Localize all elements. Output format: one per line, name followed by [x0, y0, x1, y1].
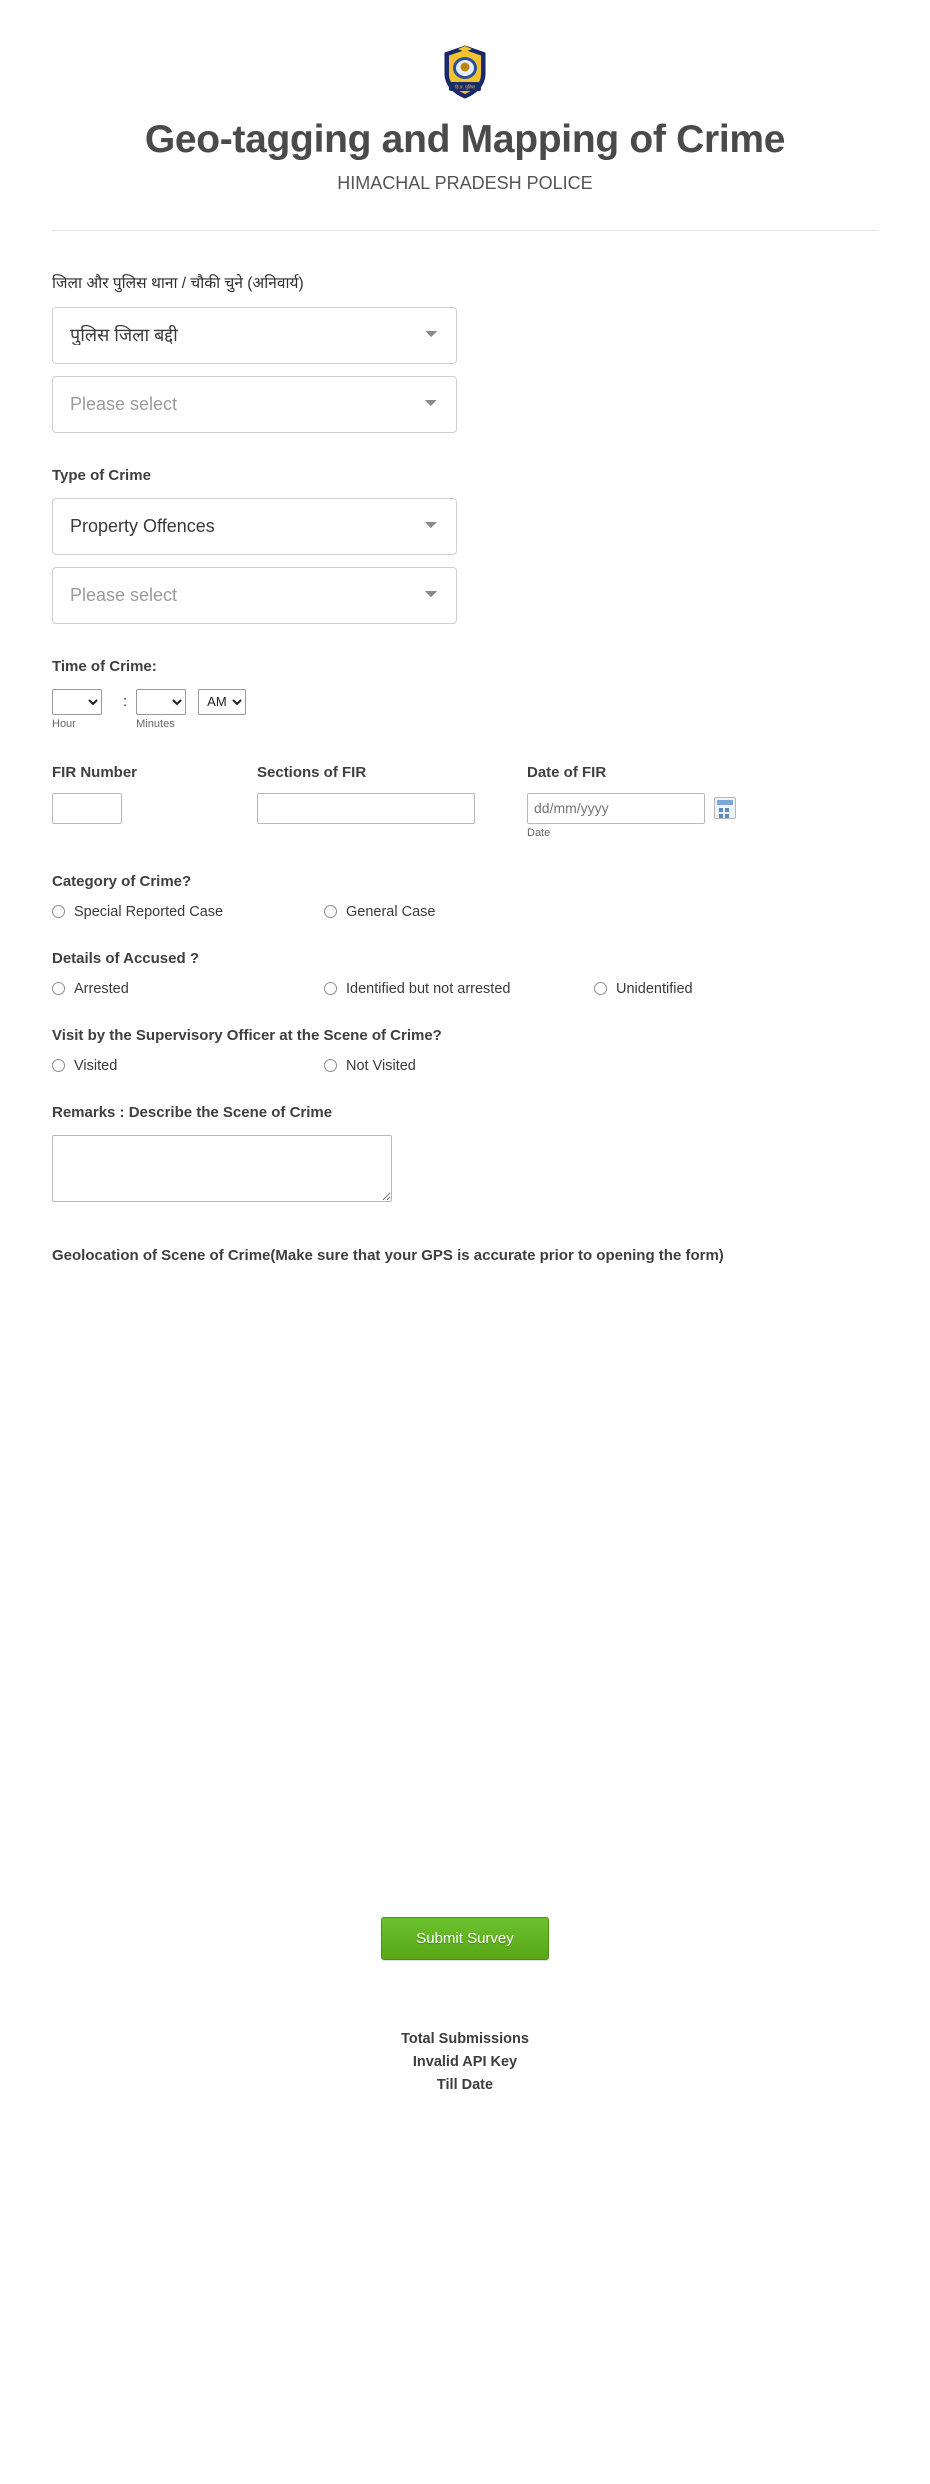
footer-line-till-date: Till Date — [436, 2077, 494, 2094]
radio-label: Identified but not arrested — [346, 980, 511, 997]
page-header — [0, 0, 930, 194]
supervisory-visit-label: Visit by the Supervisory Officer at the Scene of Crime? — [52, 1026, 442, 1044]
radio-general-case[interactable] — [324, 904, 435, 920]
fir-date-wrap — [527, 793, 787, 824]
fir-number-label: FIR Number — [52, 763, 138, 781]
fir-date-field — [527, 764, 787, 839]
supervisory-visit-field — [52, 1027, 878, 1074]
submit-survey-button[interactable]: Submit Survey — [381, 1917, 549, 1960]
fir-number-field — [52, 764, 257, 824]
crime-subtype-select[interactable] — [52, 567, 457, 624]
radio-special-reported-case[interactable] — [52, 904, 324, 920]
radio-label: Visited — [74, 1057, 118, 1074]
time-of-crime-row — [52, 689, 878, 730]
minutes-group — [136, 689, 186, 730]
district-station-label: जिला और पुलिस थाना / चौकी चुने (अनिवार्य) — [52, 274, 304, 292]
hour-group — [52, 689, 102, 730]
radio-visited[interactable] — [52, 1058, 324, 1074]
fir-date-input[interactable] — [527, 793, 705, 824]
footer — [52, 2028, 878, 2132]
radio-circle-icon[interactable] — [52, 1059, 65, 1072]
police-station-select[interactable] — [52, 376, 457, 433]
himachal-police-crest-icon — [441, 44, 489, 100]
details-of-accused-label: Details of Accused ? — [52, 949, 199, 967]
footer-line-api-key-status: Invalid API Key — [412, 2054, 518, 2071]
ampm-select[interactable] — [198, 689, 246, 715]
minutes-sub-label: Minutes — [136, 717, 175, 730]
district-select[interactable] — [52, 307, 457, 364]
geolocation-map-area[interactable] — [52, 1277, 878, 1877]
hour-select[interactable] — [52, 689, 102, 715]
radio-arrested[interactable] — [52, 981, 324, 997]
ampm-group — [198, 689, 246, 715]
geolocation-label: Geolocation of Scene of Crime(Make sure that your GPS is accurate prior to opening the form) — [52, 1246, 724, 1264]
fir-sections-input[interactable] — [257, 793, 475, 824]
category-of-crime-field — [52, 873, 878, 920]
radio-label: General Case — [346, 903, 436, 920]
fir-date-sub-label: Date — [527, 826, 551, 839]
fir-date-label: Date of FIR — [527, 763, 607, 781]
radio-label: Not Visited — [346, 1057, 416, 1074]
radio-identified-not-arrested[interactable] — [324, 981, 594, 997]
radio-not-visited[interactable] — [324, 1058, 416, 1074]
geolocation-field — [52, 1244, 878, 1877]
radio-circle-icon[interactable] — [324, 1059, 337, 1072]
radio-circle-icon[interactable] — [52, 905, 65, 918]
fir-row — [52, 764, 878, 839]
hour-sub-label: Hour — [52, 717, 76, 730]
radio-circle-icon[interactable] — [52, 982, 65, 995]
crime-type-select[interactable] — [52, 498, 457, 555]
radio-circle-icon[interactable] — [594, 982, 607, 995]
radio-circle-icon[interactable] — [324, 982, 337, 995]
radio-circle-icon[interactable] — [324, 905, 337, 918]
remarks-textarea[interactable] — [52, 1135, 392, 1202]
fir-sections-label: Sections of FIR — [257, 763, 367, 781]
time-of-crime-field — [52, 658, 878, 730]
radio-unidentified[interactable] — [594, 981, 693, 997]
footer-line-total-submissions: Total Submissions — [401, 2031, 529, 2048]
remarks-label: Remarks : Describe the Scene of Crime — [52, 1103, 333, 1121]
crime-type-field — [52, 467, 878, 624]
supervisory-visit-options — [52, 1058, 878, 1074]
page-subtitle: HIMACHAL PRADESH POLICE — [337, 172, 593, 193]
radio-label: Arrested — [74, 980, 129, 997]
crime-type-label: Type of Crime — [52, 466, 151, 484]
district-station-field — [52, 271, 878, 433]
category-of-crime-label: Category of Crime? — [52, 872, 192, 890]
time-of-crime-label: Time of Crime: — [52, 657, 157, 675]
fir-number-input[interactable] — [52, 793, 122, 824]
minutes-select[interactable] — [136, 689, 186, 715]
time-colon: : — [123, 692, 128, 710]
radio-label: Special Reported Case — [74, 903, 224, 920]
remarks-field — [52, 1104, 878, 1202]
fir-sections-field — [257, 764, 527, 824]
svg-text:हि.प्र. पुलिस: हि.प्र. पुलिस — [455, 85, 475, 91]
calendar-icon[interactable] — [714, 797, 736, 819]
form-body — [0, 231, 930, 2132]
category-of-crime-options — [52, 904, 878, 920]
details-of-accused-field — [52, 950, 878, 997]
page-title: Geo-tagging and Mapping of Crime — [144, 118, 786, 161]
details-of-accused-options — [52, 981, 878, 997]
radio-label: Unidentified — [616, 980, 693, 997]
submit-wrap — [52, 1917, 878, 1960]
